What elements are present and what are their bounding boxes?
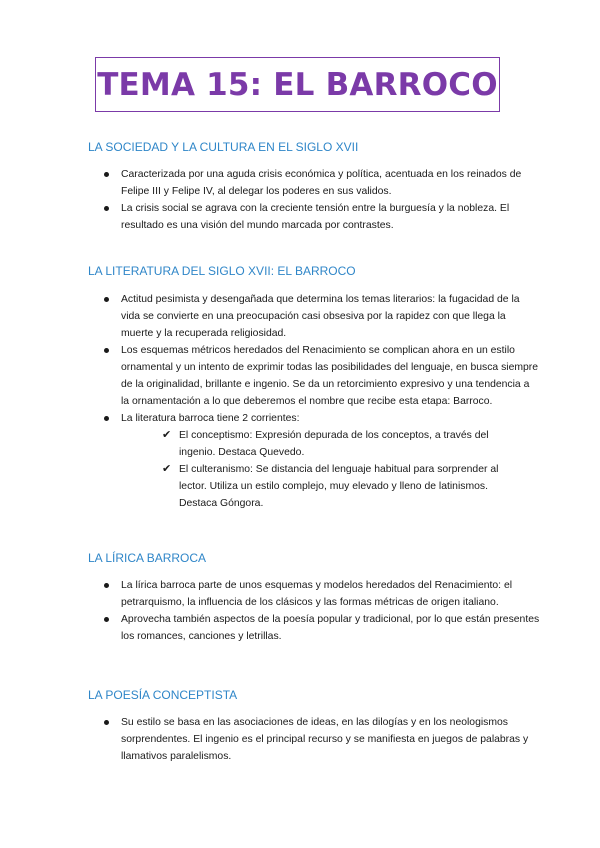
section-heading-conceptista: LA POESÍA CONCEPTISTA [88, 688, 238, 702]
list-item: Los esquemas métricos heredados del Renacimiento se complican ahora en un estilo ornamental y un intento de exprimir todas las posibilidades del lenguaje, en busca siempre de la originalidad, brillante e ingenio. Se da un retorcimiento expresivo y una tendencia a la ornamentación a lo que deberemos el nombre que recibe esta etapa: Barroco. [100, 342, 540, 410]
list-item: La crisis social se agrava con la creciente tensión entre la burguesía y la nobleza. El resultado es una visión del mundo marcada por contrastes. [100, 200, 540, 234]
check-item-text: El conceptismo: Expresión depurada de los conceptos, a través del ingenio. Destaca Quevedo. [179, 430, 489, 458]
section-heading-lirica: LA LÍRICA BARROCA [88, 551, 207, 565]
bullet-list-lirica [100, 577, 540, 645]
check-list-corrientes [121, 427, 512, 512]
list-item: La lírica barroca parte de unos esquemas y modelos heredados del Renacimiento: el petrarquismo, la influencia de los clásicos y las formas métricas de origen italiano. [100, 577, 540, 611]
list-item: Su estilo se basa en las asociaciones de ideas, en las dilogías y en los neologismos sorprendentes. El ingenio es el principal recurso y se manifiesta en juegos de palabras y llamativos paralelismos. [100, 714, 540, 765]
section-heading-literatura: LA LITERATURA DEL SIGLO XVII: EL BARROCO [88, 264, 356, 278]
check-item-text: El culteranismo: Se distancia del lenguaje habitual para sorprender al lector. Utiliza un estilo complejo, muy elevado y lleno de latinismos. Destaca Góngora. [179, 464, 499, 509]
check-item [162, 427, 512, 461]
section-heading-sociedad: LA SOCIEDAD Y LA CULTURA EN EL SIGLO XVII [88, 140, 359, 154]
list-item: Caracterizada por una aguda crisis económica y política, acentuada en los reinados de Felipe III y Felipe IV, al delegar los poderes en sus validos. [100, 166, 540, 200]
list-item: Aprovecha también aspectos de la poesía popular y tradicional, por lo que están presentes los romances, canciones y letrillas. [100, 611, 540, 645]
check-item [162, 461, 512, 512]
list-item-text: La literatura barroca tiene 2 corrientes: [121, 413, 300, 424]
list-item: Actitud pesimista y desengañada que determina los temas literarios: la fugacidad de la vida se convierte en una preocupación casi obsesiva por la rapidez con que llega la muerte y la recuperada religiosidad. [100, 291, 540, 342]
title-box [95, 57, 500, 112]
bullet-list-sociedad [100, 166, 540, 234]
checkmark-icon: ✔ [162, 463, 172, 475]
bullet-list-conceptista [100, 714, 540, 765]
bullet-list-literatura [100, 291, 540, 512]
list-item [100, 410, 540, 512]
page-title: TEMA 15: EL BARROCO [97, 66, 498, 103]
checkmark-icon: ✔ [162, 429, 172, 441]
